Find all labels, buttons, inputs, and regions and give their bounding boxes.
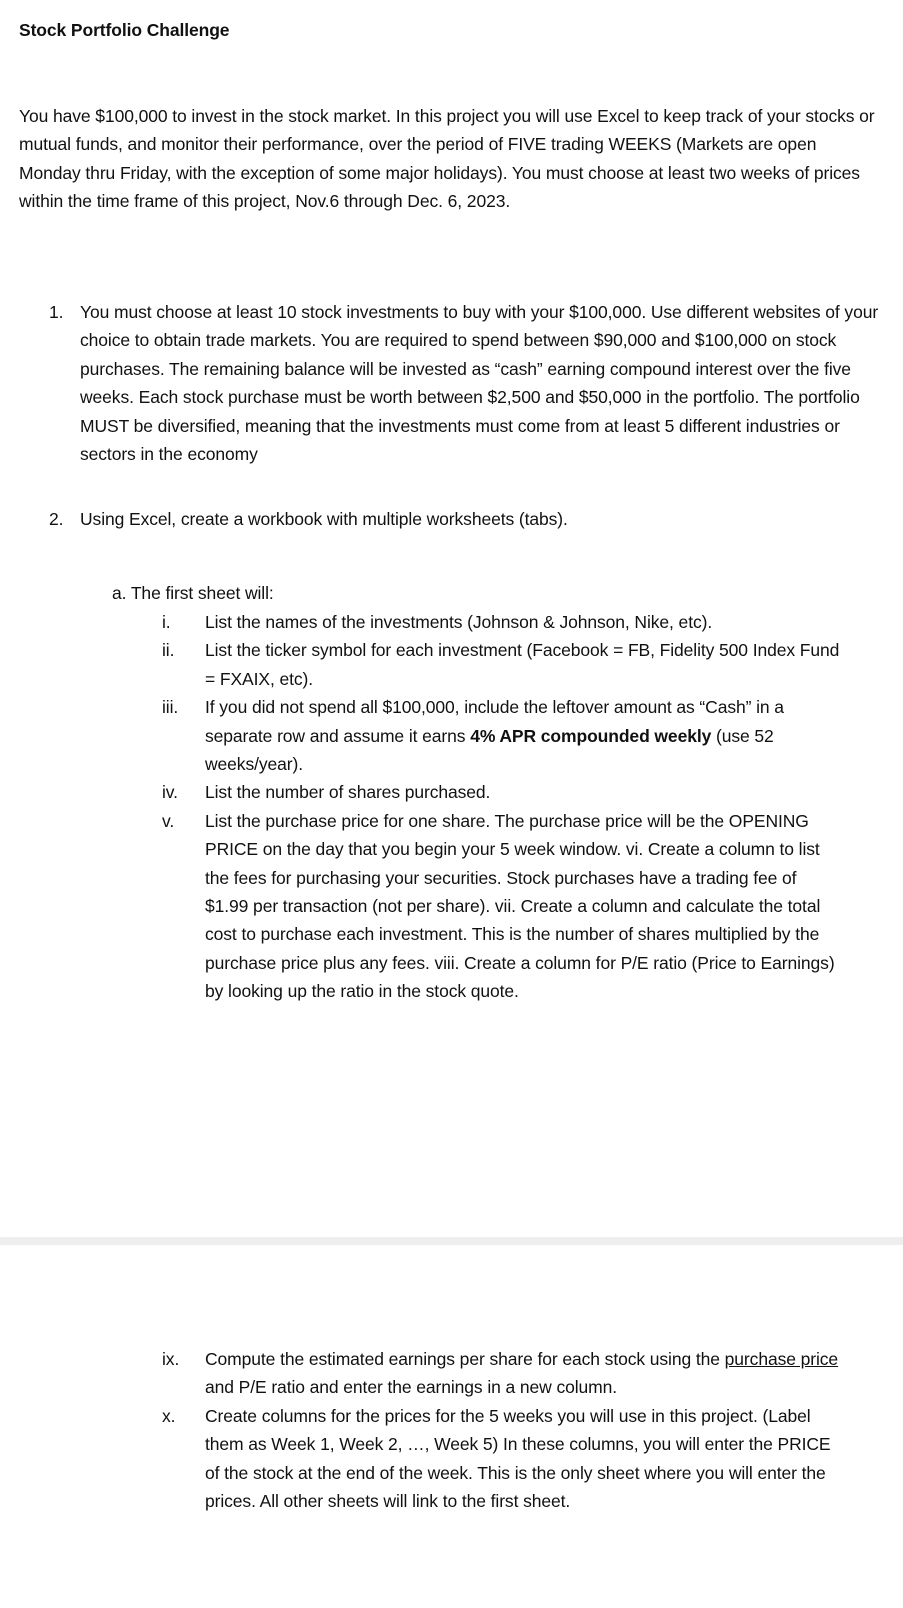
text-run: Compute the estimated earnings per share for each stock using the	[205, 1349, 725, 1369]
roman-list-continued	[162, 1345, 842, 1515]
list-marker: v.	[162, 810, 175, 831]
list-marker: ii.	[162, 640, 175, 661]
list-item	[162, 608, 842, 636]
text-run: (use 52 weeks/year).	[205, 725, 774, 775]
list-item-text	[205, 693, 842, 778]
list-item	[162, 693, 842, 778]
underlined-text-run: purchase price	[724, 1349, 839, 1369]
list-marker: iv.	[162, 782, 178, 803]
text-run: and P/E ratio and enter the earnings in a new column.	[205, 1377, 618, 1398]
list-item-text: List the purchase price for one share. The purchase price will be the OPENING PRICE on the day that you begin your 5 week window. vi. Create a column to list the fees for purchasing your securities. Stock purchases have a trading fee of $1.99 per transaction (not per share). vii. Create a column and calculate the total cost to purchase each investment. This is the number of shares multiplied by the purchase price plus any fees. viii. Create a column for P/E ratio (Price to Earnings) by looking up the ratio in the stock quote.	[205, 810, 835, 1002]
list-item-text	[205, 1345, 842, 1402]
list-item	[162, 1402, 842, 1516]
list-marker: ix.	[162, 1349, 180, 1369]
list-marker: 1.	[49, 302, 64, 322]
list-marker: iii.	[162, 697, 179, 718]
numbered-item-text: Using Excel, create a workbook with multiple worksheets (tabs).	[80, 509, 568, 529]
list-item-text: List the ticker symbol for each investment (Facebook = FB, Fidelity 500 Index Fund = FXAIX, etc).	[205, 640, 840, 689]
list-item	[162, 778, 842, 806]
page-break	[0, 1237, 903, 1245]
list-marker: 2.	[49, 509, 64, 529]
list-marker: i.	[162, 612, 171, 632]
list-item	[162, 807, 842, 1006]
bold-text-run: 4% APR compounded weekly	[470, 725, 712, 746]
roman-list	[162, 608, 842, 1006]
list-item-text: List the names of the investments (Johnson & Johnson, Nike, etc).	[205, 612, 713, 632]
list-item	[162, 636, 842, 693]
list-item-text: List the number of shares purchased.	[205, 782, 491, 803]
list-marker: x.	[162, 1405, 176, 1426]
document-title: Stock Portfolio Challenge	[19, 20, 230, 40]
text-run: If you did not spend all $100,000, include the leftover amount as “Cash” in a separate row and assume it earns	[205, 697, 784, 746]
intro-paragraph	[19, 102, 879, 216]
numbered-item-1	[49, 298, 879, 468]
list-item-text: Create columns for the prices for the 5 weeks you will use in this project. (Label them as Week 1, Week 2, …, Week 5) In these columns, you will enter the PRICE of the stock at the end of the week. This is the only sheet where you will enter the prices. All other sheets will link to the first sheet.	[205, 1405, 831, 1512]
list-item	[162, 1345, 842, 1402]
numbered-item-2	[49, 505, 879, 533]
subitem-a: a. The first sheet will:	[112, 583, 274, 603]
numbered-item-text: You must choose at least 10 stock investments to buy with your $100,000. Use different websites of your choice to obtain trade markets. You are required to spend between $90,000 and $100,000 on stock purchases. The remaining balance will be invested as “cash” earning compound interest over the five weeks. Each stock purchase must be worth between $2,500 and $50,000 in the portfolio. The portfolio MUST be diversified, meaning that the investments must come from at least 5 different industries or sectors in the economy	[80, 302, 879, 465]
intro-text: You have $100,000 to invest in the stock market. In this project you will use Excel to keep track of your stocks or mutual funds, and monitor their performance, over the period of FIVE trading WEEKS (Markets are open Monday thru Friday, with the exception of some major holidays). You must choose at least two weeks of prices within the time frame of this project, Nov.6 through Dec. 6, 2023.	[19, 106, 875, 212]
